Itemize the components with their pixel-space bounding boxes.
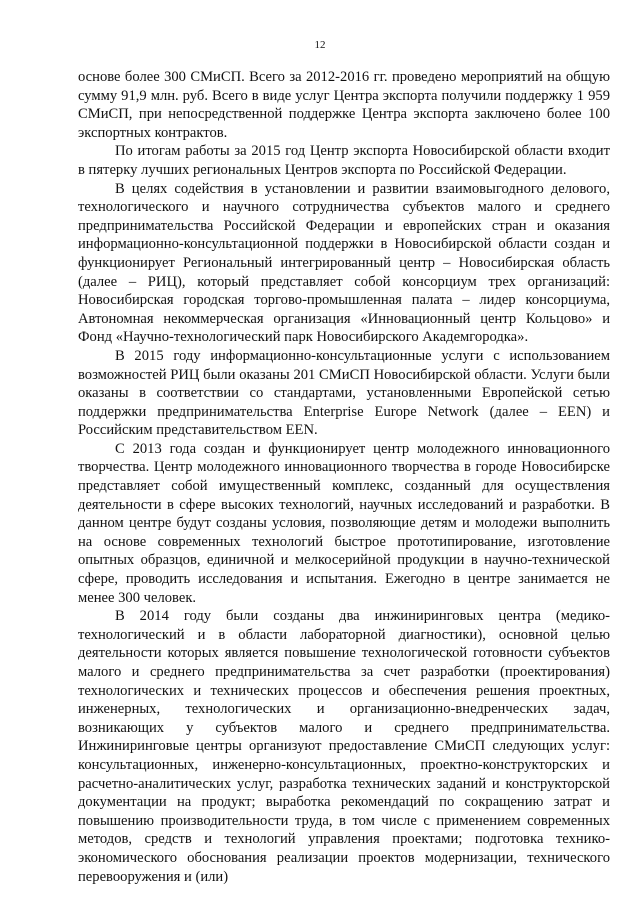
- paragraph-engineering-centers: В 2014 году были созданы два инжиниринговых центра (медико-технологический и в области лабораторной диагностики), основной целью деятельности которых является повышение технологической готовности субъектов малого и среднего предпринимательства за счет разработки (проектирования) технологических и технических процессов и обеспечения решения проектных, инженерных, технологических и организационно-внедренческих задач, возникающих у субъектов малого и среднего предпринимательства. Инжиниринговые центры организуют предоставление СМиСП следующих услуг: консультационных, инженерно-консультационных, проектно-конструкторских и расчетно-аналитических услуг, разработка технических заданий и конструкторской документации на продукт; выработка рекомендаций по сокращению затрат и повышению производительности труда, в том числе с применением современных методов, средств и технологий управления проектами; подготовка технико-экономического обоснования реализации проектов модернизации, технического перевооружения и (или): [78, 608, 610, 885]
- paragraph-ric-services-2015: В 2015 году информационно-консультационные услуги с использованием возможностей РИЦ были оказаны 201 СМиСП Новосибирской области. Услуги были оказаны в соответствии со стандартами, установленными Европейской сетью поддержки предпринимательства Enterprise Europe Network (далее – EEN) и Российским представительством EEN.: [78, 347, 610, 439]
- paragraph-ric-consortium: В целях содействия в установлении и развитии взаимовыгодного делового, технологического и научного сотрудничества субъектов малого и среднего предпринимательства Российской Федерации и европейских стран и оказания информационно-консультационной поддержки в Новосибирской области создан и функционирует Региональный интегрированный центр – Новосибирская область (далее – РИЦ), который представляет собой консорциум трех организаций: Новосибирская городская торгово-промышленная палата – лидер консорциума, Автономная некоммерческая организация «Инновационный центр Кольцово» и Фонд «Научно-технологический парк Новосибирского Академгородка».: [78, 180, 610, 346]
- paragraph-youth-innovation-center: С 2013 года создан и функционирует центр молодежного инновационного творчества. Центр молодежного инновационного творчества в городе Новосибирске представляет собой имущественный комплекс, созданный для осуществления деятельности в сфере высоких технологий, научных исследований и разработки. В данном центре будут созданы условия, позволяющие детям и молодежи выполнить на основе современных технологий быстрое прототипирование, изготовление опытных образцов, единичной и мелкосерийной продукции в научно-технической сфере, проводить исследования и испытания. Ежегодно в центре занимается не менее 300 человек.: [78, 440, 610, 606]
- document-body: [78, 68, 610, 886]
- page-number: 12: [314, 39, 326, 51]
- paragraph-export-center-results: основе более 300 СМиСП. Всего за 2012-2016 гг. проведено мероприятий на общую сумму 91,9 млн. руб. Всего в виде услуг Центра экспорта получили поддержку 1 959 СМиСП, при непосредственной поддержке Центра экспорта заключено более 100 экспортных контрактов.: [78, 69, 610, 141]
- paragraph-export-center-ranking: По итогам работы за 2015 год Центр экспорта Новосибирской области входит в пятерку лучших региональных Центров экспорта по Российской Федерации.: [78, 143, 610, 178]
